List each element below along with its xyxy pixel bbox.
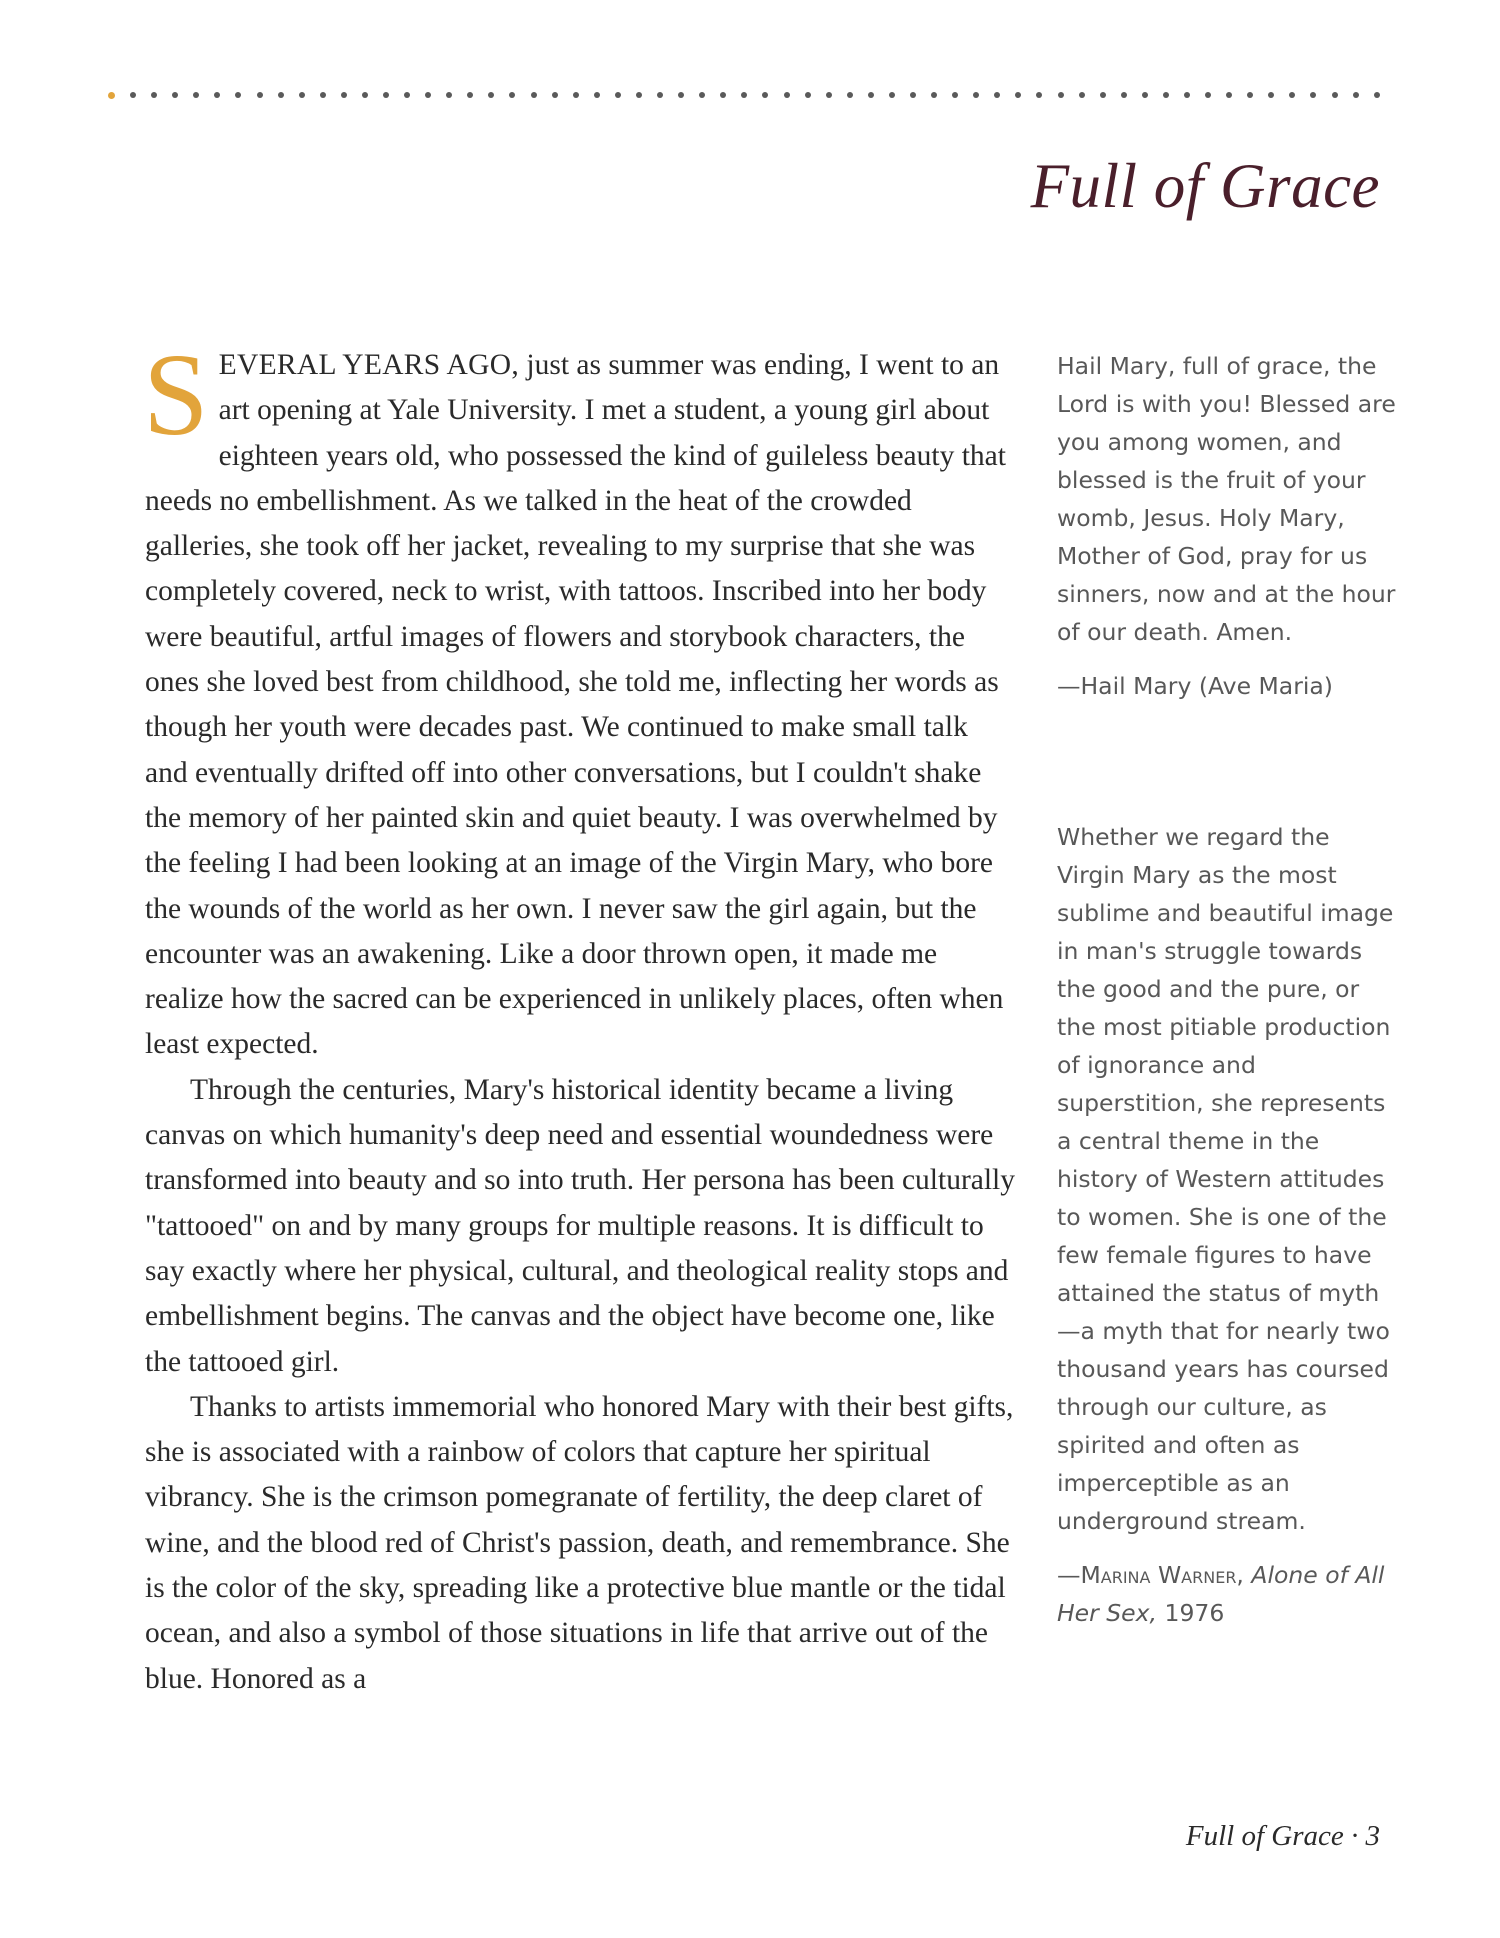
rule-dot xyxy=(108,92,115,99)
rule-dot xyxy=(1374,92,1380,98)
attribution-author: —Marina Warner, xyxy=(1057,1561,1244,1589)
drop-cap: S xyxy=(143,329,209,460)
rule-dot xyxy=(910,92,916,98)
rule-dot xyxy=(1289,92,1295,98)
rule-dot xyxy=(741,92,747,98)
quote-2-text: Whether we regard the Virgin Mary as the most sublime and beautiful image in man's struggle towards the good and the pure, or the most pitiable production of ignorance and superstition, she represents a central theme in the history of Western attitudes to women. She is one of the few female figures to have attained the status of myth—a myth that for nearly two thousand years has coursed through our culture, as spirited and often as imperceptible as an underground stream. xyxy=(1057,823,1394,1535)
rule-dot xyxy=(235,92,241,98)
rule-dot xyxy=(320,92,326,98)
running-title: Full of Grace xyxy=(1185,1820,1344,1852)
rule-dot xyxy=(1121,92,1127,98)
rule-dot xyxy=(1184,92,1190,98)
rule-dot xyxy=(1247,92,1253,98)
lead-caps: EVERAL YEARS AGO, xyxy=(218,349,520,381)
rule-dot xyxy=(1142,92,1148,98)
rule-dot xyxy=(784,92,790,98)
rule-dot xyxy=(615,92,621,98)
rule-dot xyxy=(1100,92,1106,98)
paragraph-1-text: just as summer was ending, I went to an art opening at Yale University. I met a student, a young girl about eighteen years old, who possessed the kind of guileless beauty that needs no embellishment. As we talked in the heat of the crowded galleries, she took off her jacket, revealing to my surprise that she was completely covered, neck to wrist, with tattoos. Inscribed into her body were beautiful, artful images of flowers and storybook characters, the ones she loved best from childhood, she told me, inflecting her words as though her youth were decades past. We continued to make small talk and eventually drifted off into other conversations, but I couldn't shake the memory of her painted skin and quiet beauty. I was overwhelmed by the feeling I had been looking at an image of the Virgin Mary, who bore the wounds of the world as her own. I never saw the girl again, but the encounter was an awakening. Like a door thrown open, it made me realize how the sacred can be experienced in unlikely places, often when least expected. xyxy=(145,349,1006,1061)
rule-dot xyxy=(636,92,642,98)
paragraph-2: Through the centuries, Mary's historical identity became a living canvas on which humanity's deep need and essential woundedness were transformed into beauty and so into truth. Her persona has been culturally "tattooed" on and by many groups for multiple reasons. It is difficult to say exactly where her physical, cultural, and theological reality stops and embellishment begins. The canvas and the object have become one, like the tattooed girl. xyxy=(145,1073,1016,1378)
rule-dot xyxy=(931,92,937,98)
page-footer xyxy=(1186,1820,1380,1853)
rule-dot xyxy=(172,92,178,98)
page-number: 3 xyxy=(1365,1820,1380,1852)
footer-separator: · xyxy=(1351,1820,1359,1852)
rule-dot xyxy=(720,92,726,98)
rule-dot xyxy=(404,92,410,98)
rule-dot xyxy=(889,92,895,98)
rule-dot xyxy=(1268,92,1274,98)
rule-dot xyxy=(657,92,663,98)
rule-dot xyxy=(257,92,263,98)
attribution-work: Alone of All Her Sex, xyxy=(1057,1561,1385,1627)
rule-dot xyxy=(594,92,600,98)
rule-dot xyxy=(847,92,853,98)
sidebar-quote-2 xyxy=(1057,818,1397,1632)
rule-dot xyxy=(531,92,537,98)
rule-dot xyxy=(151,92,157,98)
rule-dot xyxy=(488,92,494,98)
rule-dot xyxy=(699,92,705,98)
rule-dot xyxy=(1163,92,1169,98)
rule-dot xyxy=(973,92,979,98)
rule-dot xyxy=(1079,92,1085,98)
rule-dot xyxy=(826,92,832,98)
quote-1-attribution: —Hail Mary (Ave Maria) xyxy=(1057,672,1333,700)
rule-dot xyxy=(1015,92,1021,98)
rule-dot xyxy=(762,92,768,98)
rule-dot xyxy=(509,92,515,98)
rule-dot xyxy=(193,92,199,98)
rule-dot xyxy=(383,92,389,98)
quote-1-text: Hail Mary, full of grace, the Lord is with you! Blessed are you among women, and blessed is the fruit of your womb, Jesus. Holy Mary, Mother of God, pray for us sinners, now and at the hour of our death. Amen. xyxy=(1057,352,1396,646)
rule-dot xyxy=(425,92,431,98)
rule-dot xyxy=(952,92,958,98)
sidebar-quote-1 xyxy=(1057,347,1397,705)
rule-dot xyxy=(1353,92,1359,98)
rule-dot xyxy=(573,92,579,98)
rule-dot xyxy=(467,92,473,98)
quote-2-attribution xyxy=(1057,1556,1397,1632)
main-text xyxy=(143,329,1016,1702)
paragraph-3: Thanks to artists immemorial who honored Mary with their best gifts, she is associated with a rainbow of colors that capture her spiritual vibrancy. She is the crimson pomegranate of fertility, the deep claret of wine, and the blood red of Christ's passion, death, and remembrance. She is the color of the sky, spreading like a protective blue mantle or the tidal ocean, and also a symbol of those situations in life that arrive out of the blue. Honored as a xyxy=(145,1390,1014,1695)
rule-dot xyxy=(1226,92,1232,98)
attribution-year: 1976 xyxy=(1164,1599,1225,1627)
rule-dot xyxy=(130,92,136,98)
rule-dot xyxy=(1310,92,1316,98)
rule-dot xyxy=(868,92,874,98)
rule-dot xyxy=(299,92,305,98)
dotted-rule xyxy=(108,87,1380,103)
rule-dot xyxy=(1205,92,1211,98)
rule-dot xyxy=(362,92,368,98)
rule-dot xyxy=(1036,92,1042,98)
rule-dot xyxy=(1058,92,1064,98)
rule-dot xyxy=(446,92,452,98)
rule-dot xyxy=(552,92,558,98)
rule-dot xyxy=(1332,92,1338,98)
page-title: Full of Grace xyxy=(1030,151,1380,221)
rule-dot xyxy=(341,92,347,98)
rule-dot xyxy=(678,92,684,98)
rule-dot xyxy=(214,92,220,98)
paragraph-1 xyxy=(143,329,1015,1068)
rule-dot xyxy=(994,92,1000,98)
rule-dot xyxy=(805,92,811,98)
rule-dot xyxy=(278,92,284,98)
